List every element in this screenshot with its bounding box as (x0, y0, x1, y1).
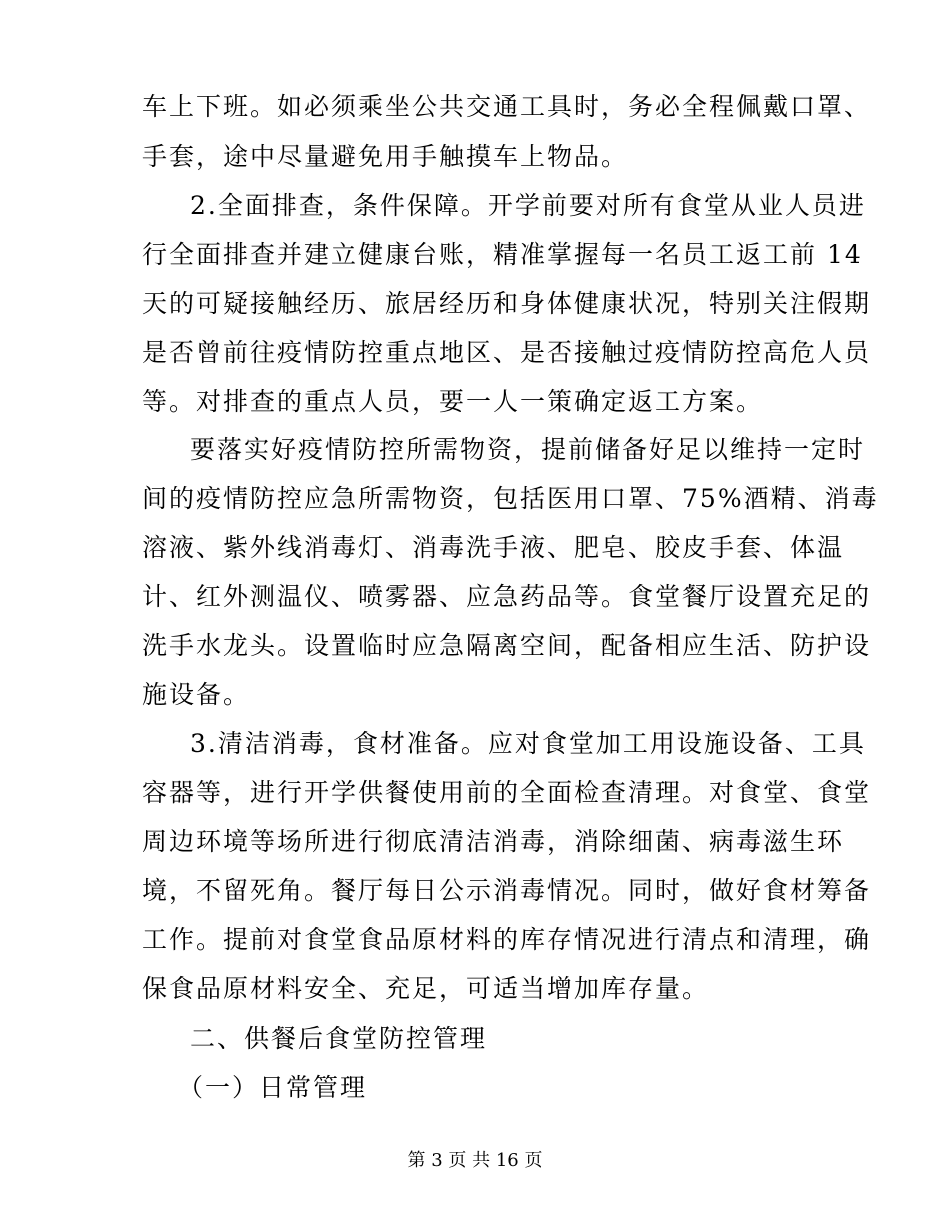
text-line: 间的疫情防控应急所需物资，包括医用口罩、75%酒精、消毒 (142, 484, 879, 513)
subsection-heading: （一）日常管理 (178, 1073, 368, 1102)
page-footer: 第 3 页 共 16 页 (407, 1150, 543, 1171)
text-line: 计、红外测温仪、喷雾器、应急药品等。食堂餐厅设置充足的 (142, 582, 872, 611)
text-line: 施设备。 (142, 680, 251, 709)
paragraph-start-line: 要落实好疫情防控所需物资，提前储备好足以维持一定时 (190, 435, 866, 464)
text-line: 溶液、紫外线消毒灯、消毒洗手液、肥皂、胶皮手套、体温 (142, 533, 845, 562)
text-line: 行全面排查并建立健康台账，精准掌握每一名员工返工前 14 (142, 240, 863, 269)
text-line: 保食品原材料安全、充足，可适当增加库存量。 (142, 974, 710, 1003)
text-line: 手套，途中尽量避免用手触摸车上物品。 (142, 142, 629, 171)
text-line: 容器等，进行开学供餐使用前的全面检查清理。对食堂、食堂 (142, 778, 872, 807)
text-line: 工作。提前对食堂食品原材料的库存情况进行清点和清理，确 (142, 925, 872, 954)
paragraph-start-line: 3.清洁消毒，食材准备。应对食堂加工用设施设备、工具 (190, 729, 866, 758)
paragraph-start-line: 2.全面排查，条件保障。开学前要对所有食堂从业人员进 (190, 191, 866, 220)
text-line: 天的可疑接触经历、旅居经历和身体健康状况，特别关注假期 (142, 289, 872, 318)
text-line: 等。对排查的重点人员，要一人一策确定返工方案。 (142, 387, 764, 416)
text-line: 周边环境等场所进行彻底清洁消毒，消除细菌、病毒滋生环 (142, 827, 845, 856)
text-line: 是否曾前往疫情防控重点地区、是否接触过疫情防控高危人员 (142, 338, 872, 367)
section-heading: 二、供餐后食堂防控管理 (190, 1024, 488, 1053)
text-line: 洗手水龙头。设置临时应急隔离空间，配备相应生活、防护设 (142, 631, 872, 660)
text-line: 境，不留死角。餐厅每日公示消毒情况。同时，做好食材筹备 (142, 876, 872, 905)
text-line: 车上下班。如必须乘坐公共交通工具时，务必全程佩戴口罩、 (142, 92, 872, 121)
